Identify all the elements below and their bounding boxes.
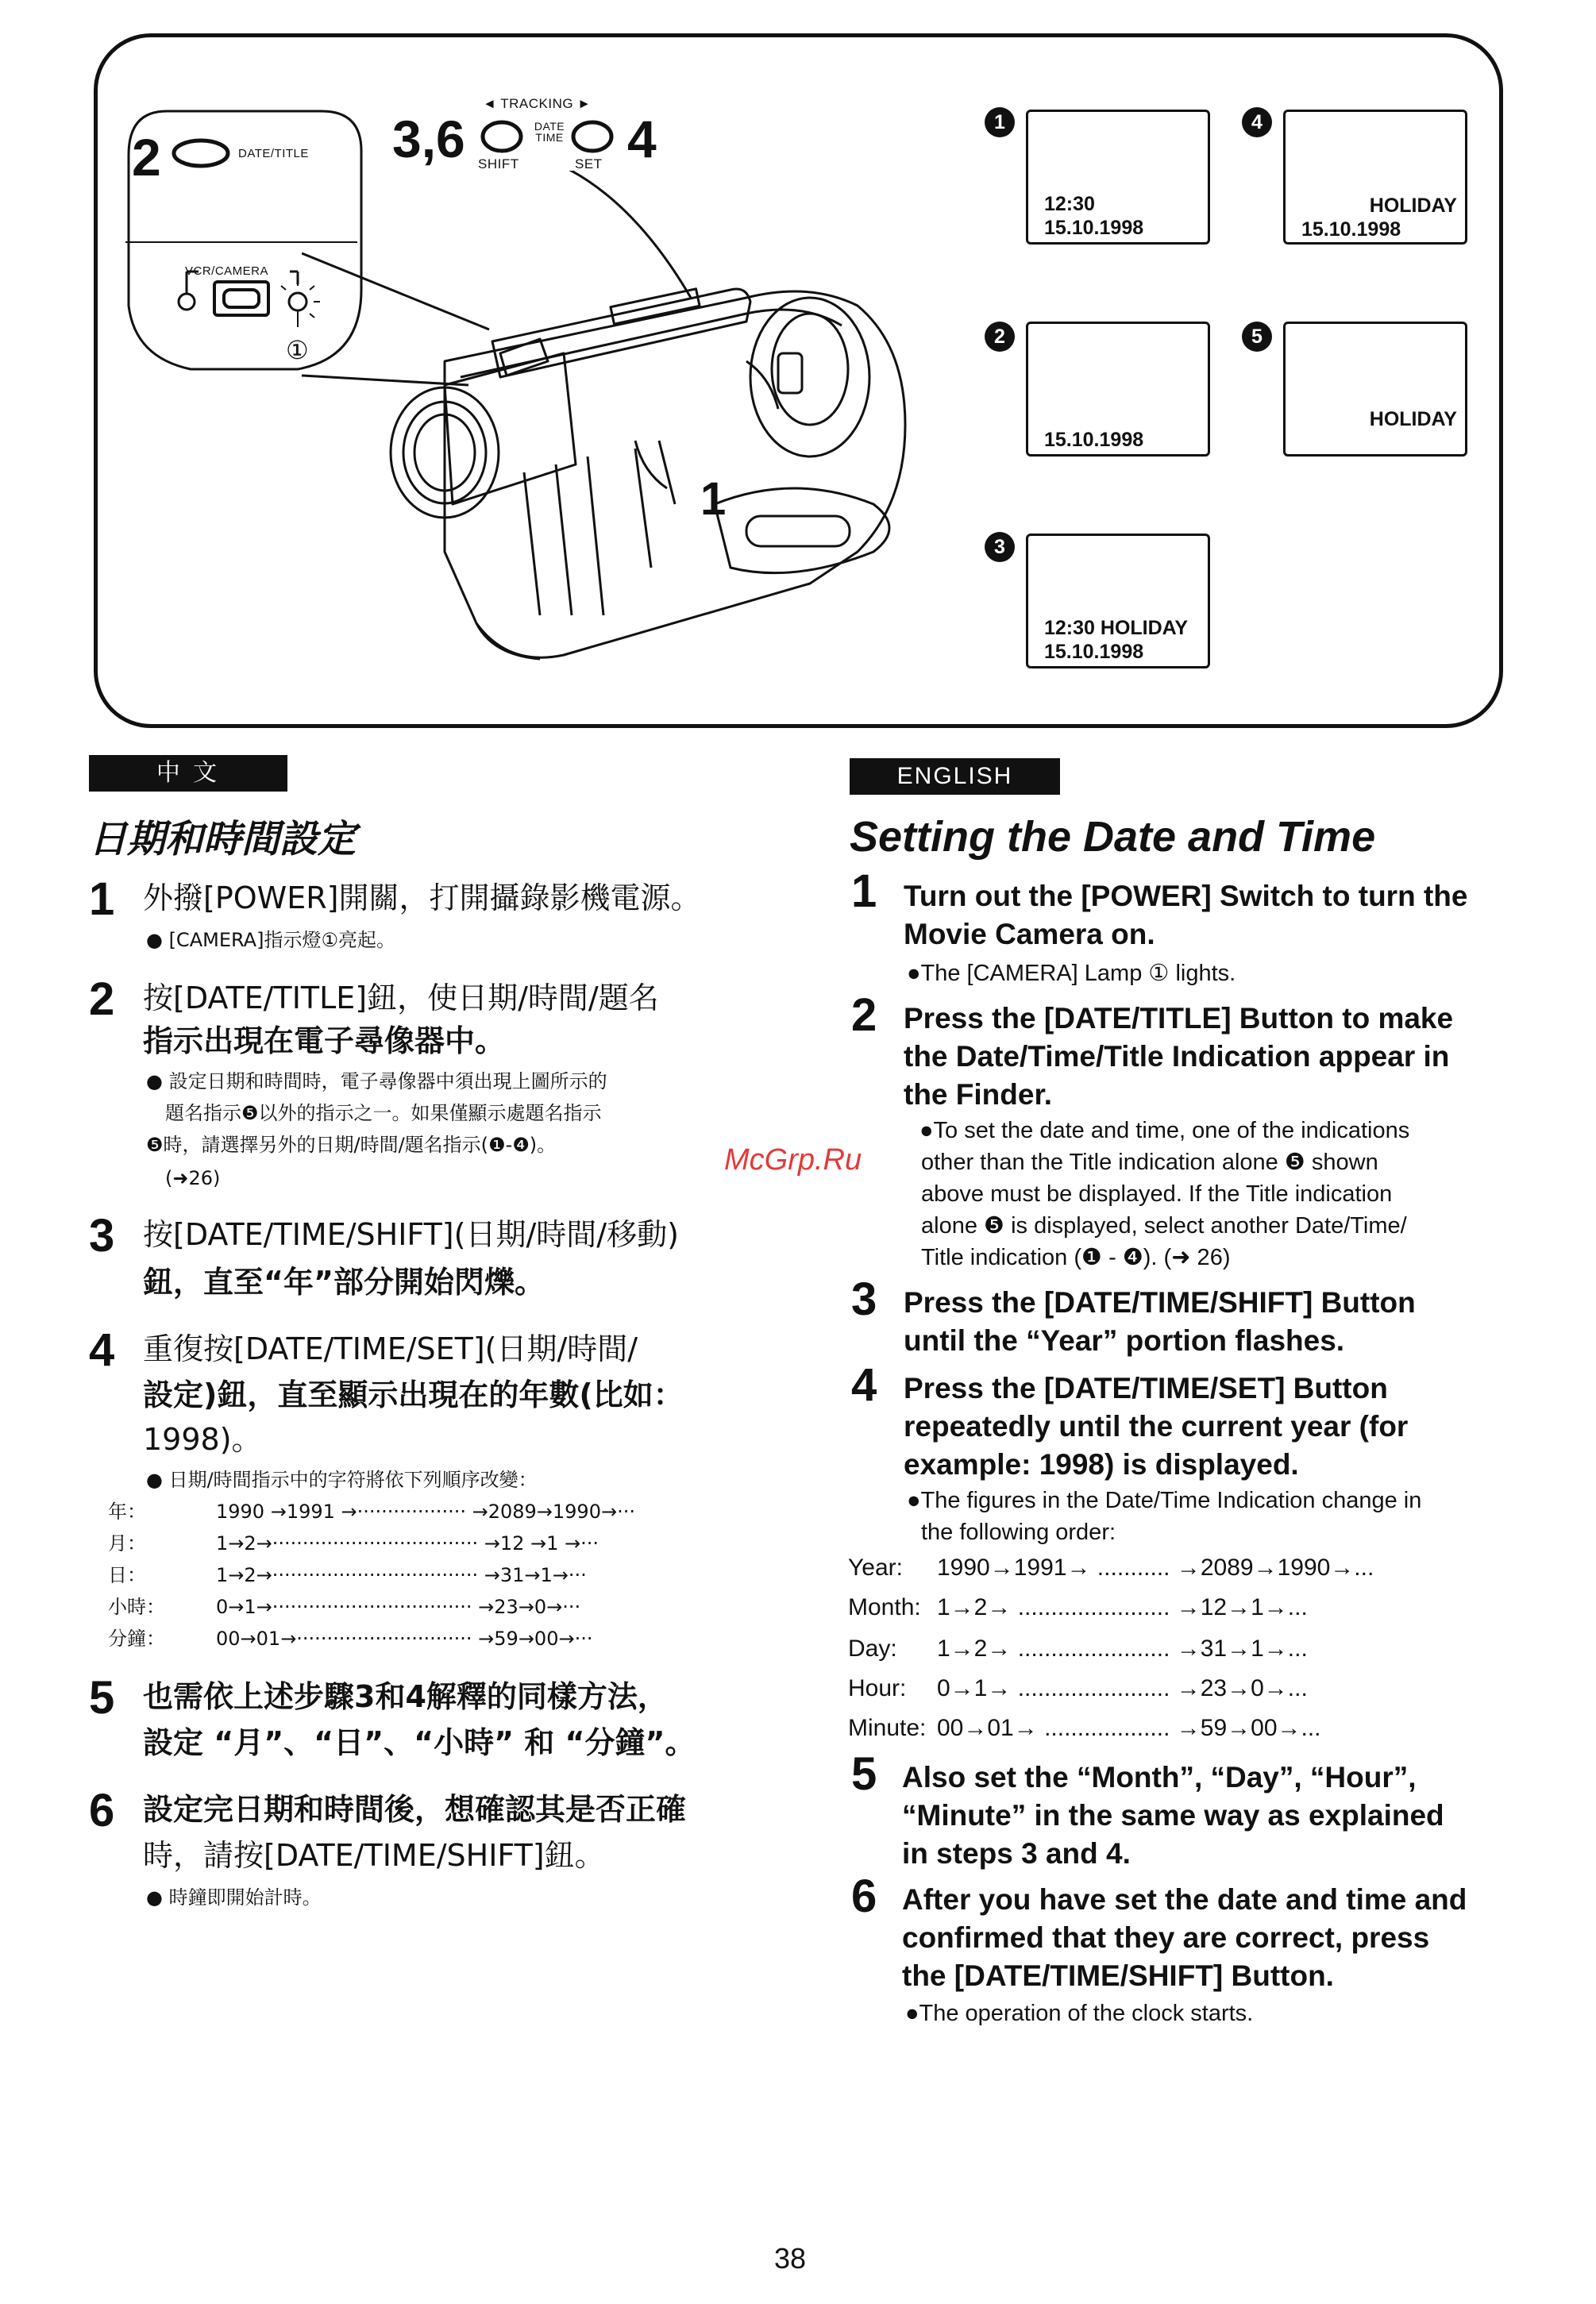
zh-step-3-number: 3 [89, 1210, 115, 1262]
en-seq-value-minute: 00→01→ ................... →59→00→... [937, 1715, 1321, 1741]
screen-2-date: 15.10.1998 [1044, 429, 1144, 451]
en-step-1-line1: Turn out the [POWER] Switch to turn the [904, 880, 1468, 912]
screen-4-title: HOLIDAY [1369, 195, 1457, 217]
en-seq-label-month: Month: [848, 1594, 921, 1620]
en-step-3-line2: until the “Year” portion flashes. [904, 1324, 1345, 1357]
zh-step-5-line2: 設定 “月”、“日”、“小時” 和 “分鐘”。 [143, 1725, 696, 1760]
en-step-3-line1: Press the [DATE/TIME/SHIFT] Button [904, 1286, 1416, 1319]
zh-seq-value-hour: 0→1→································· →23→0→··· [216, 1596, 581, 1618]
zh-step-2-number: 2 [89, 973, 115, 1025]
en-seq-value-day: 1→2→ ....................... →31→1→... [937, 1636, 1308, 1662]
en-step-2-note4: alone ❺ is displayed, select another Date/Time/ [921, 1213, 1407, 1239]
screen-badge-3: 3 [985, 532, 1015, 562]
en-seq-label-minute: Minute: [848, 1715, 927, 1741]
zh-step-2-note3: ❺時，請選擇另外的日期/時間/題名指示(❶-❹)。 [146, 1134, 557, 1156]
zh-seq-value-month: 1→2→·································· →12 →1 →··· [216, 1532, 599, 1555]
en-step-5-line3: in steps 3 and 4. [902, 1837, 1131, 1870]
zh-step-6-number: 6 [89, 1785, 115, 1836]
en-step-4-note2: the following order: [921, 1520, 1116, 1545]
callout-step-1: 1 [700, 473, 727, 525]
en-step-2-note5: Title indication (❶ - ❹). (➜ 26) [921, 1245, 1231, 1270]
zh-step-6-note: ● 時鐘即開始計時。 [146, 1886, 322, 1909]
callout-step-3-6: 3,6 [392, 110, 465, 168]
en-step-2-note1: ●To set the date and time, one of the indications [919, 1118, 1410, 1143]
en-step-4-number: 4 [851, 1359, 877, 1411]
callout-step-4: 4 [627, 110, 657, 168]
en-step-2-note2: other than the Title indication alone ❺ shown [921, 1150, 1378, 1175]
en-language-bar: ENGLISH [850, 758, 1060, 795]
zh-seq-value-minute: 00→01→····························· →59→00→··· [216, 1628, 593, 1650]
en-step-4-line1: Press the [DATE/TIME/SET] Button [904, 1372, 1388, 1404]
date-title-caption: DATE/TITLE [238, 147, 309, 160]
zh-seq-value-day: 1→2→·································· →31→1→··· [216, 1564, 587, 1586]
zh-step-5-line1: 也需依上述步驟3和4解釋的同樣方法， [143, 1679, 668, 1714]
zh-seq-label-hour: 小時： [108, 1596, 165, 1618]
en-step-6-note: ●The operation of the clock starts. [905, 2001, 1254, 2026]
zh-seq-value-year: 1990 →1991 →·················· →2089→1990→··· [216, 1501, 635, 1523]
display-screen-5 [1283, 322, 1467, 457]
zh-step-2-line2: 指示出現在電子尋像器中。 [143, 1023, 506, 1058]
en-step-4-line3: example: 1998) is displayed. [904, 1448, 1299, 1481]
page-number: 38 [774, 2242, 807, 2275]
screen-badge-5: 5 [1242, 322, 1272, 352]
camcorder-illustration [302, 171, 937, 703]
zh-step-6-line1: 設定完日期和時間後，想確認其是否正確 [143, 1792, 687, 1827]
en-step-1-line2: Movie Camera on. [904, 918, 1155, 950]
en-seq-value-month: 1→2→ ....................... →12→1→... [937, 1594, 1308, 1620]
zh-step-1-number: 1 [89, 873, 115, 925]
en-step-2-line1: Press the [DATE/TITLE] Button to make [904, 1002, 1454, 1034]
screen-1-date: 15.10.1998 [1044, 217, 1144, 239]
screen-badge-2: 2 [985, 322, 1015, 352]
screen-3-time-title: 12:30 HOLIDAY [1044, 617, 1189, 639]
camera-lamp-marker: ① [286, 336, 309, 364]
display-screen-2 [1026, 322, 1210, 457]
en-seq-label-year: Year: [848, 1555, 903, 1581]
zh-step-6-line2: 時，請按[DATE/TIME/SHIFT]鈕。 [143, 1838, 605, 1873]
callout-step-2: 2 [132, 128, 161, 187]
screen-4-date: 15.10.1998 [1301, 218, 1401, 241]
en-seq-value-hour: 0→1→ ....................... →23→0→... [937, 1675, 1308, 1701]
en-step-2-number: 2 [851, 989, 877, 1041]
en-page-title: Setting the Date and Time [850, 813, 1376, 861]
zh-language-bar: 中 文 [89, 755, 287, 792]
en-step-1-number: 1 [851, 865, 877, 917]
zh-step-4-note: ● 日期/時間指示中的字符將依下列順序改變： [146, 1469, 538, 1491]
display-screen-3 [1026, 534, 1210, 668]
screen-badge-1: 1 [985, 107, 1015, 137]
zh-step-2-note2: 題名指示❺以外的指示之一。如果僅顯示處題名指示 [165, 1102, 602, 1124]
zh-step-4-number: 4 [89, 1324, 115, 1376]
set-caption: SET [575, 156, 603, 171]
zh-step-2-note1: ● 設定日期和時間時，電子尋像器中須出現上圖所示的 [146, 1070, 607, 1092]
screen-5-title: HOLIDAY [1369, 408, 1457, 430]
zh-seq-label-day: 日： [108, 1564, 146, 1586]
tracking-caption: ◄ TRACKING ► [483, 96, 592, 111]
zh-step-3-line1: 按[DATE/TIME/SHIFT](日期/時間/移動) [143, 1217, 679, 1252]
date-title-button-icon [170, 137, 232, 170]
en-step-6-line3: the [DATE/TIME/SHIFT] Button. [902, 1959, 1334, 1992]
zh-step-2-note4: (➜26) [165, 1167, 221, 1189]
en-step-6-line2: confirmed that they are correct, press [902, 1921, 1430, 1954]
en-step-2-line3: the Finder. [904, 1078, 1053, 1111]
en-step-6-number: 6 [851, 1871, 877, 1922]
display-screen-4 [1283, 110, 1467, 245]
date-time-caption: DATE TIME [534, 120, 565, 144]
zh-step-1-note: ● [CAMERA]指示燈①亮起。 [146, 929, 395, 951]
zh-seq-label-month: 月： [108, 1532, 146, 1555]
screen-1-time: 12:30 [1044, 193, 1095, 215]
en-step-5-line1: Also set the “Month”, “Day”, “Hour”, [902, 1761, 1417, 1793]
en-step-4-line2: repeatedly until the current year (for [904, 1410, 1409, 1443]
zh-step-4-line1: 重復按[DATE/TIME/SET](日期/時間/ [143, 1331, 638, 1366]
zh-step-4-line3: 1998)。 [143, 1422, 262, 1457]
zh-step-3-line2: 鈕，直至“年”部分開始閃爍。 [143, 1265, 545, 1300]
en-step-5-line2: “Minute” in the same way as explained [902, 1799, 1444, 1832]
screen-3-date: 15.10.1998 [1044, 641, 1144, 663]
shift-caption: SHIFT [478, 156, 519, 171]
zh-seq-label-minute: 分鐘： [108, 1628, 165, 1650]
en-step-2-note3: above must be displayed. If the Title indication [921, 1181, 1393, 1207]
zh-step-1-text: 外撥[POWER]開關，打開攝錄影機電源。 [143, 880, 701, 915]
zh-page-title: 日期和時間設定 [89, 817, 357, 861]
watermark-text: McGrp.Ru [724, 1143, 862, 1177]
zh-step-4-line2: 設定)鈕，直至顯示出現在的年數(比如： [143, 1377, 684, 1412]
vcr-camera-caption: VCR/CAMERA [185, 264, 269, 278]
en-step-4-note1: ●The figures in the Date/Time Indication change in [907, 1488, 1422, 1513]
en-seq-label-day: Day: [848, 1636, 897, 1662]
zh-step-5-number: 5 [89, 1672, 115, 1724]
en-step-3-number: 3 [851, 1273, 877, 1325]
en-step-6-line1: After you have set the date and time and [902, 1883, 1467, 1916]
en-step-2-line2: the Date/Time/Title Indication appear in [904, 1040, 1450, 1073]
zh-seq-label-year: 年： [108, 1501, 146, 1523]
display-screen-1 [1026, 110, 1210, 245]
en-step-1-note: ●The [CAMERA] Lamp ① lights. [907, 961, 1236, 986]
zh-step-2-line1: 按[DATE/TITLE]鈕，使日期/時間/題名 [143, 981, 659, 1015]
en-seq-value-year: 1990→1991→ ........... →2089→1990→... [937, 1555, 1374, 1581]
en-step-5-number: 5 [851, 1748, 877, 1800]
screen-badge-4: 4 [1242, 107, 1272, 137]
en-seq-label-hour: Hour: [848, 1675, 907, 1701]
